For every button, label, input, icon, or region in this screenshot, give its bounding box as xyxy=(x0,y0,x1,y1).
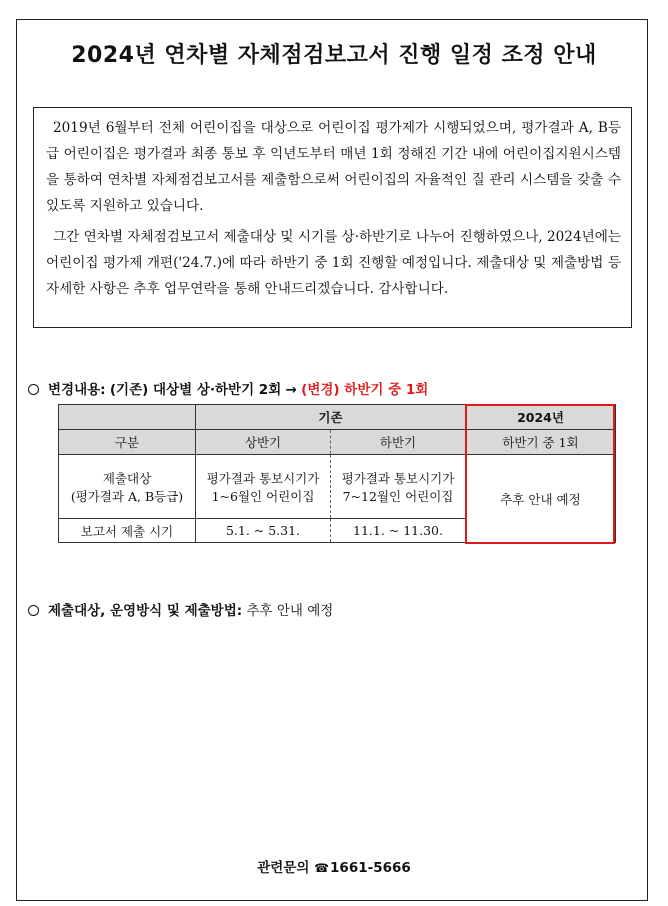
row2-second-half: 11.1. ~ 11.30. xyxy=(331,519,466,543)
row1-first-line1: 평가결과 통보시기가 xyxy=(206,470,320,486)
col-first-half: 상반기 xyxy=(196,430,331,455)
table-row xyxy=(59,455,616,519)
intro-paragraph-1: 2019년 6월부터 전체 어린이집을 대상으로 어린이집 평가제가 시행되었으며, 평가결과 A, B등급 어린이집은 평가결과 최종 통보 후 익년도부터 매년 1회 정해진 기간 내에 어린이집지원시스템을 통하여 연차별 자체점검보고서를 제출함으로써 어린이집의 자율적인 질 관리 시스템을 갖출 수 있도록 지원하고 있습니다. xyxy=(46,120,621,214)
change-before: (기존) 대상별 상·하반기 2회 xyxy=(109,382,282,398)
change-after: (변경) 하반기 중 1회 xyxy=(301,382,429,398)
row1-second-line1: 평가결과 통보시기가 xyxy=(341,470,455,486)
submission-value: 추후 안내 예정 xyxy=(246,603,334,619)
phone-icon: ☎ xyxy=(314,861,330,875)
arrow-right-icon: → xyxy=(285,382,297,398)
header-blank-cell xyxy=(59,405,196,430)
header-2024: 2024년 xyxy=(466,405,616,430)
row2-first-half: 5.1. ~ 5.31. xyxy=(196,519,331,543)
header-existing: 기존 xyxy=(196,405,466,430)
row2-label: 보고서 제출 시기 xyxy=(59,519,196,543)
change-section xyxy=(28,378,428,398)
page-title: 2024년 연차별 자체점검보고서 진행 일정 조정 안내 xyxy=(71,43,597,68)
contact-phone[interactable]: 1661-5666 xyxy=(330,860,411,876)
row1-first-line2: 1~6월인 어린이집 xyxy=(211,488,315,504)
change-label: 변경내용: xyxy=(48,382,106,398)
row1-label-line2: (평가결과 A, B등급) xyxy=(70,488,184,504)
schedule-table xyxy=(58,404,616,543)
circle-bullet-icon xyxy=(28,605,39,616)
contact-footer xyxy=(0,856,668,876)
intro-paragraph-2: 그간 연차별 자체점검보고서 제출대상 및 시기를 상·하반기로 나누어 진행하였으나, 2024년에는 어린이집 평가제 개편('24.7.)에 따라 하반기 중 1회 진행할 예정입니다. 제출대상 및 제출방법 등 자세한 사항은 추후 업무연락을 통해 안내드리겠습니다. 감사합니다. xyxy=(46,229,621,297)
intro-box xyxy=(33,107,632,328)
row1-label-line1: 제출대상 xyxy=(102,470,152,486)
table-header-row xyxy=(59,405,616,430)
row1-2024: 추후 안내 예정 xyxy=(466,455,616,543)
submission-section xyxy=(28,599,333,619)
col-second-half: 하반기 xyxy=(331,430,466,455)
table-subheader-row xyxy=(59,430,616,455)
row1-first-half xyxy=(196,455,331,519)
submission-label: 제출대상, 운영방식 및 제출방법: xyxy=(48,603,243,619)
row1-second-half xyxy=(331,455,466,519)
contact-label: 관련문의 xyxy=(257,860,310,876)
row1-second-line2: 7~12월인 어린이집 xyxy=(342,488,454,504)
row1-label xyxy=(59,455,196,519)
col-category: 구분 xyxy=(59,430,196,455)
circle-bullet-icon xyxy=(28,384,39,395)
col-2024: 하반기 중 1회 xyxy=(466,430,616,455)
